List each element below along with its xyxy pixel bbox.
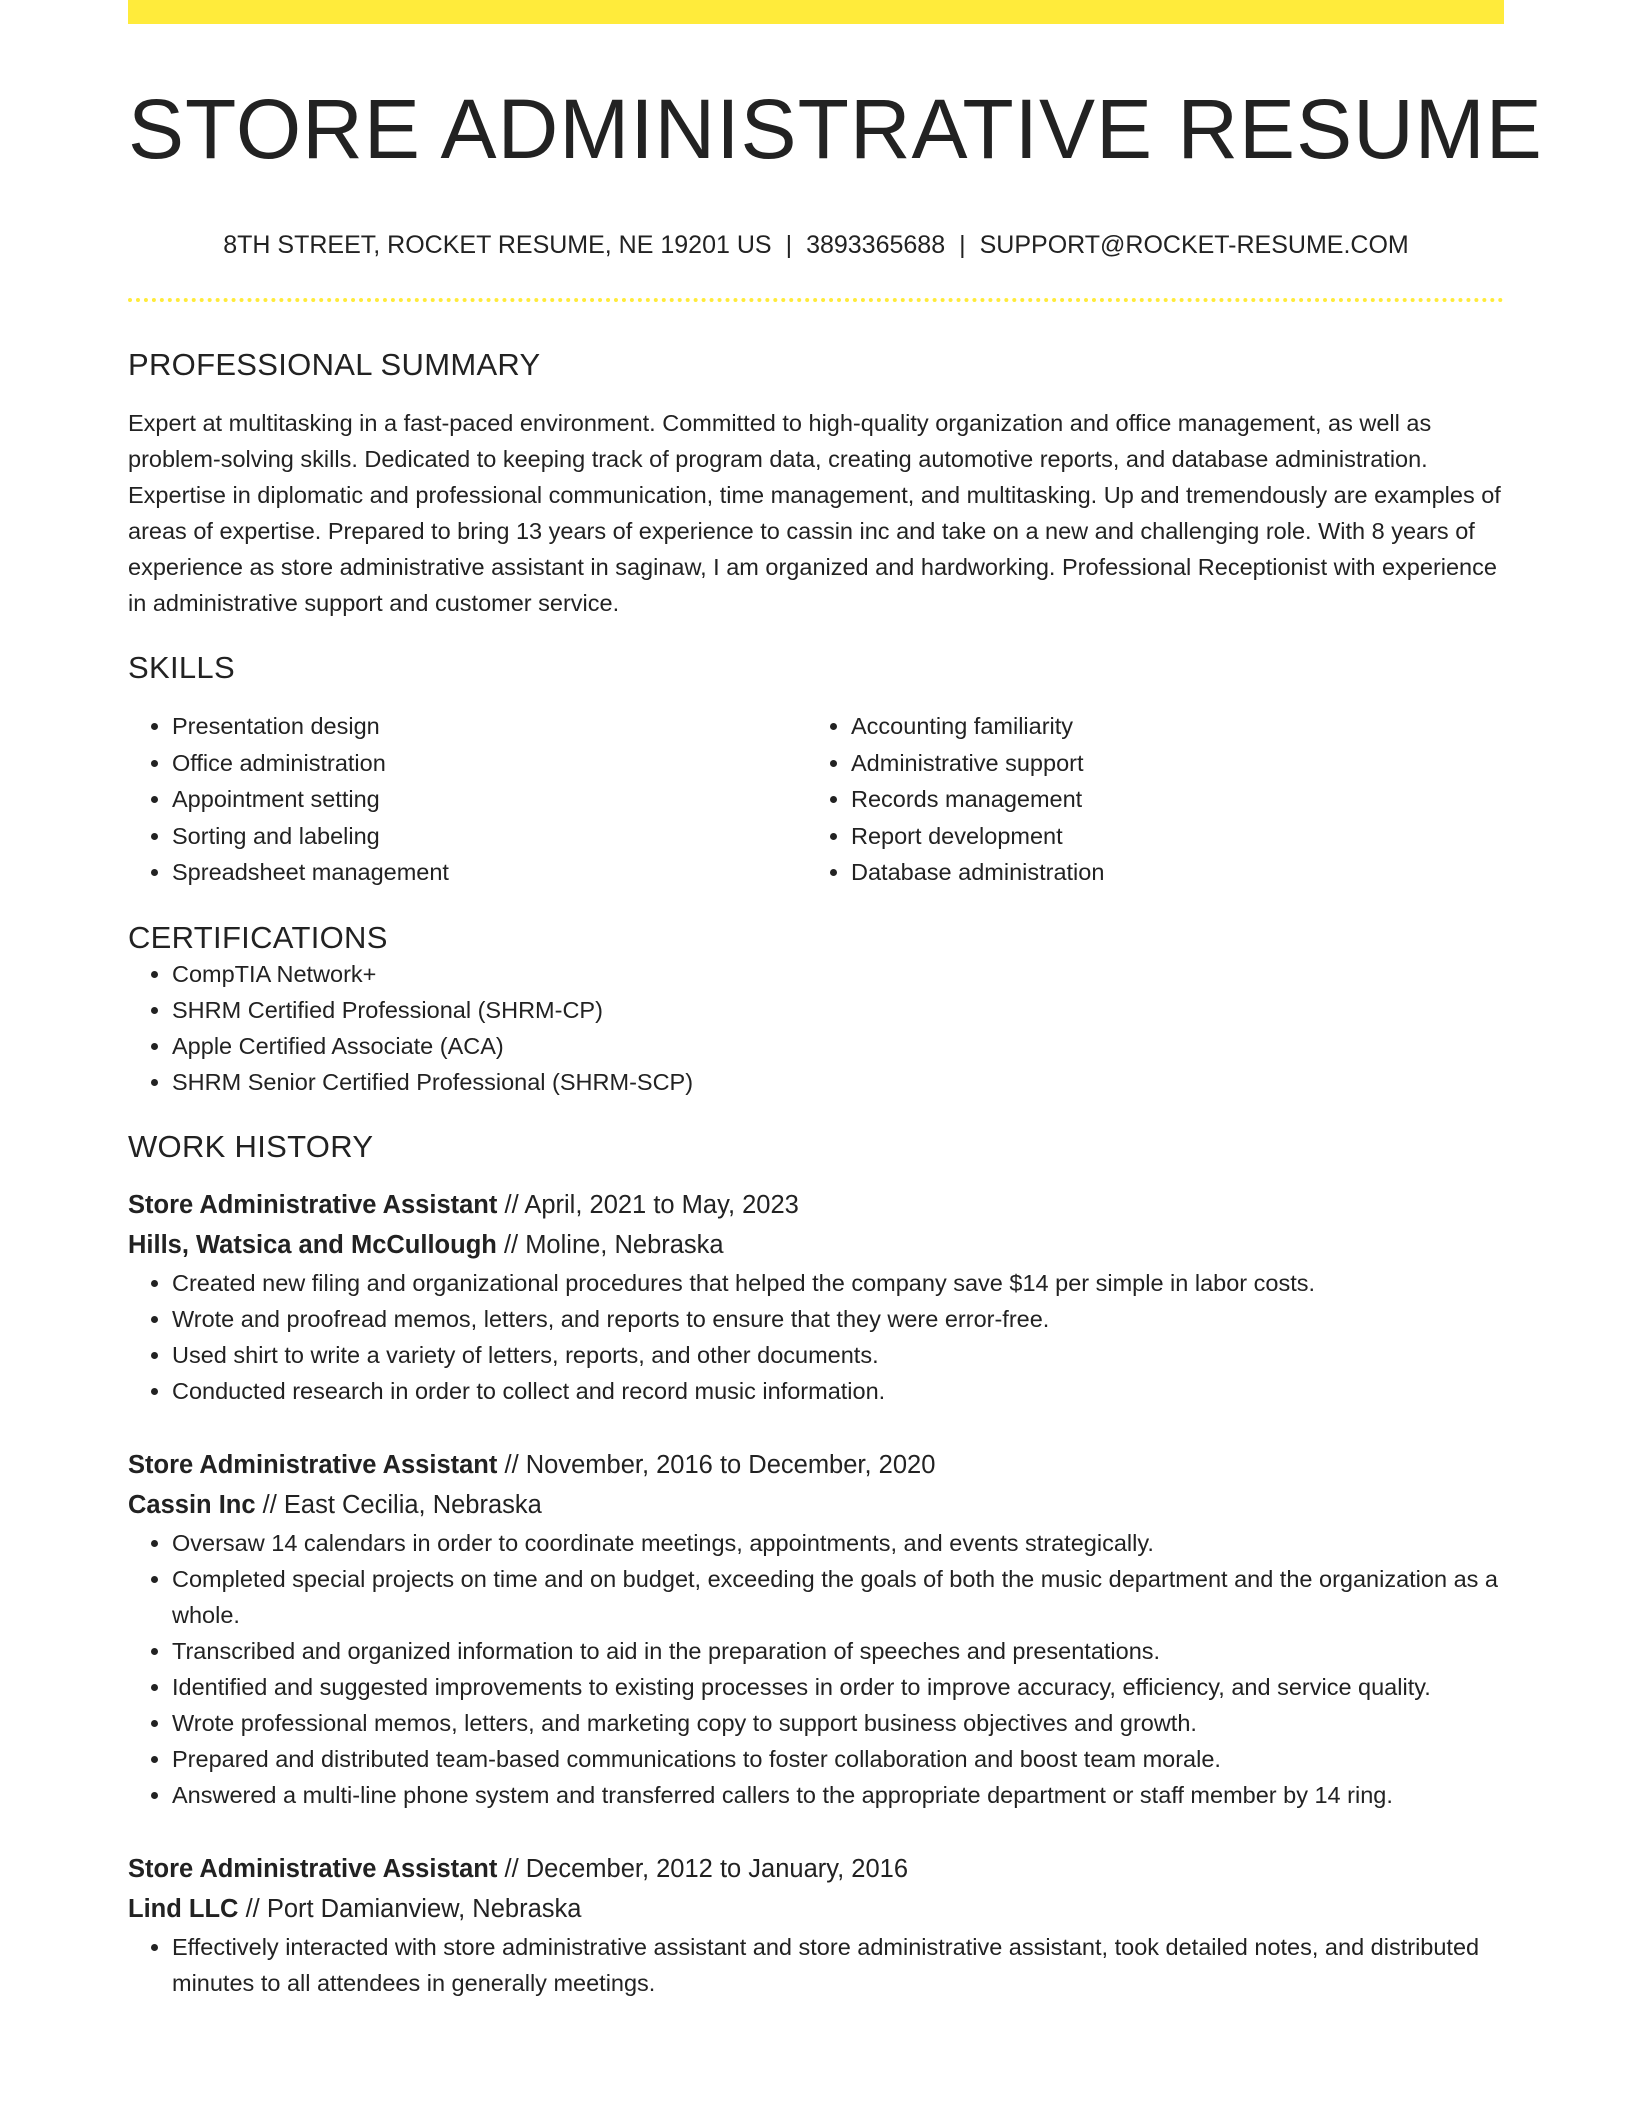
job-location: // Moline, Nebraska bbox=[503, 1231, 724, 1260]
dotted-divider bbox=[128, 298, 1504, 302]
summary-text: Expert at multitasking in a fast-paced environment. Committed to high-quality organization and office management, as well as problem-solving skills. Dedicated to keeping track of program data, creating automotive reports, and database administration. Expertise in diplomatic and professional communication, time management, and multitasking. Up and tremendously are examples of areas of expertise. Prepared to bring 13 years of experience to cassin inc and take on a new and challenging role. With 8 years of experience as store administrative assistant in saginaw, I am organized and hardworking. Professional Receptionist with experience in administrative support and customer service. bbox=[128, 410, 1501, 617]
job-duty: • Effectively interacted with store administrative assistant and store administrative assistant, took detailed notes, and distributed minutes to all attendees in generally meetings. bbox=[172, 1929, 1504, 2001]
job-role-line bbox=[128, 1445, 1504, 1485]
job-duty: • Used shirt to write a variety of letters, reports, and other documents. bbox=[172, 1337, 1504, 1373]
job-company-line bbox=[128, 1225, 1504, 1265]
certification-item: • SHRM Senior Certified Professional (SHRM-SCP) bbox=[172, 1064, 1504, 1100]
contact-separator: | bbox=[785, 231, 793, 260]
certification-item: • Apple Certified Associate (ACA) bbox=[172, 1028, 1504, 1064]
skill-item: • Accounting familiarity bbox=[851, 708, 1486, 745]
summary-heading: PROFESSIONAL SUMMARY bbox=[128, 347, 541, 383]
job-role: Store Administrative Assistant bbox=[128, 1191, 498, 1220]
skills-grid bbox=[128, 708, 1504, 891]
resume-page bbox=[128, 0, 1543, 2001]
job-dates: // November, 2016 to December, 2020 bbox=[504, 1451, 936, 1480]
certification-item: • CompTIA Network+ bbox=[172, 956, 1504, 992]
contact-address: 8TH STREET, ROCKET RESUME, NE 19201 US bbox=[223, 231, 772, 260]
certification-item: • SHRM Certified Professional (SHRM-CP) bbox=[172, 992, 1504, 1028]
job-entry bbox=[128, 1849, 1504, 2001]
job-duties-list bbox=[128, 1929, 1504, 2001]
skill-item: • Spreadsheet management bbox=[172, 854, 807, 891]
skill-item: • Report development bbox=[851, 818, 1486, 855]
job-entry bbox=[128, 1185, 1504, 1409]
job-role: Store Administrative Assistant bbox=[128, 1451, 498, 1480]
contact-separator: | bbox=[959, 231, 966, 260]
job-role-line bbox=[128, 1185, 1504, 1225]
skill-item: • Administrative support bbox=[851, 745, 1486, 782]
job-entry bbox=[128, 1445, 1504, 1813]
certifications-heading: CERTIFICATIONS bbox=[128, 919, 388, 955]
contact-phone: 3893365688 bbox=[806, 231, 946, 260]
skill-item: • Database administration bbox=[851, 854, 1486, 891]
skills-list-right bbox=[807, 708, 1486, 891]
job-company: Lind LLC bbox=[128, 1895, 239, 1924]
job-duty: • Created new filing and organizational procedures that helped the company save $14 per simple in labor costs. bbox=[172, 1265, 1504, 1301]
job-duty: • Identified and suggested improvements to existing processes in order to improve accuracy, efficiency, and service quality. bbox=[172, 1669, 1504, 1705]
job-dates: // December, 2012 to January, 2016 bbox=[504, 1855, 909, 1884]
job-location: // Port Damianview, Nebraska bbox=[245, 1895, 582, 1924]
job-duties-list bbox=[128, 1525, 1504, 1813]
skill-item: • Appointment setting bbox=[172, 781, 807, 818]
job-role: Store Administrative Assistant bbox=[128, 1855, 498, 1884]
skill-item: • Sorting and labeling bbox=[172, 818, 807, 855]
job-company: Cassin Inc bbox=[128, 1491, 256, 1520]
skills-list-left bbox=[128, 708, 807, 891]
job-duty: • Answered a multi-line phone system and transferred callers to the appropriate department or staff member by 14 ring. bbox=[172, 1777, 1504, 1813]
job-duty: • Completed special projects on time and on budget, exceeding the goals of both the music department and the organization as a whole. bbox=[172, 1561, 1504, 1633]
contact-email: SUPPORT@ROCKET-RESUME.COM bbox=[979, 231, 1409, 260]
job-location: // East Cecilia, Nebraska bbox=[262, 1491, 542, 1520]
skill-item: • Office administration bbox=[172, 745, 807, 782]
job-duty: • Transcribed and organized information to aid in the preparation of speeches and presentations. bbox=[172, 1633, 1504, 1669]
work-history-heading: WORK HISTORY bbox=[128, 1129, 374, 1165]
resume-title: STORE ADMINISTRATIVE RESUME bbox=[128, 82, 1543, 176]
contact-line bbox=[128, 230, 1504, 260]
skill-item: • Records management bbox=[851, 781, 1486, 818]
job-company-line bbox=[128, 1889, 1504, 1929]
job-duty: • Conducted research in order to collect and record music information. bbox=[172, 1373, 1504, 1409]
job-duties-list bbox=[128, 1265, 1504, 1409]
job-duty: • Wrote and proofread memos, letters, and reports to ensure that they were error-free. bbox=[172, 1301, 1504, 1337]
skill-item: • Presentation design bbox=[172, 708, 807, 745]
skills-heading: SKILLS bbox=[128, 650, 235, 686]
job-dates: // April, 2021 to May, 2023 bbox=[504, 1191, 799, 1220]
job-company-line bbox=[128, 1485, 1504, 1525]
job-role-line bbox=[128, 1849, 1504, 1889]
certifications-list bbox=[128, 956, 1504, 1100]
job-duty: • Wrote professional memos, letters, and marketing copy to support business objectives and growth. bbox=[172, 1705, 1504, 1741]
job-duty: • Oversaw 14 calendars in order to coordinate meetings, appointments, and events strategically. bbox=[172, 1525, 1504, 1561]
job-duty: • Prepared and distributed team-based communications to foster collaboration and boost team morale. bbox=[172, 1741, 1504, 1777]
accent-top-bar bbox=[128, 0, 1504, 24]
job-company: Hills, Watsica and McCullough bbox=[128, 1231, 497, 1260]
